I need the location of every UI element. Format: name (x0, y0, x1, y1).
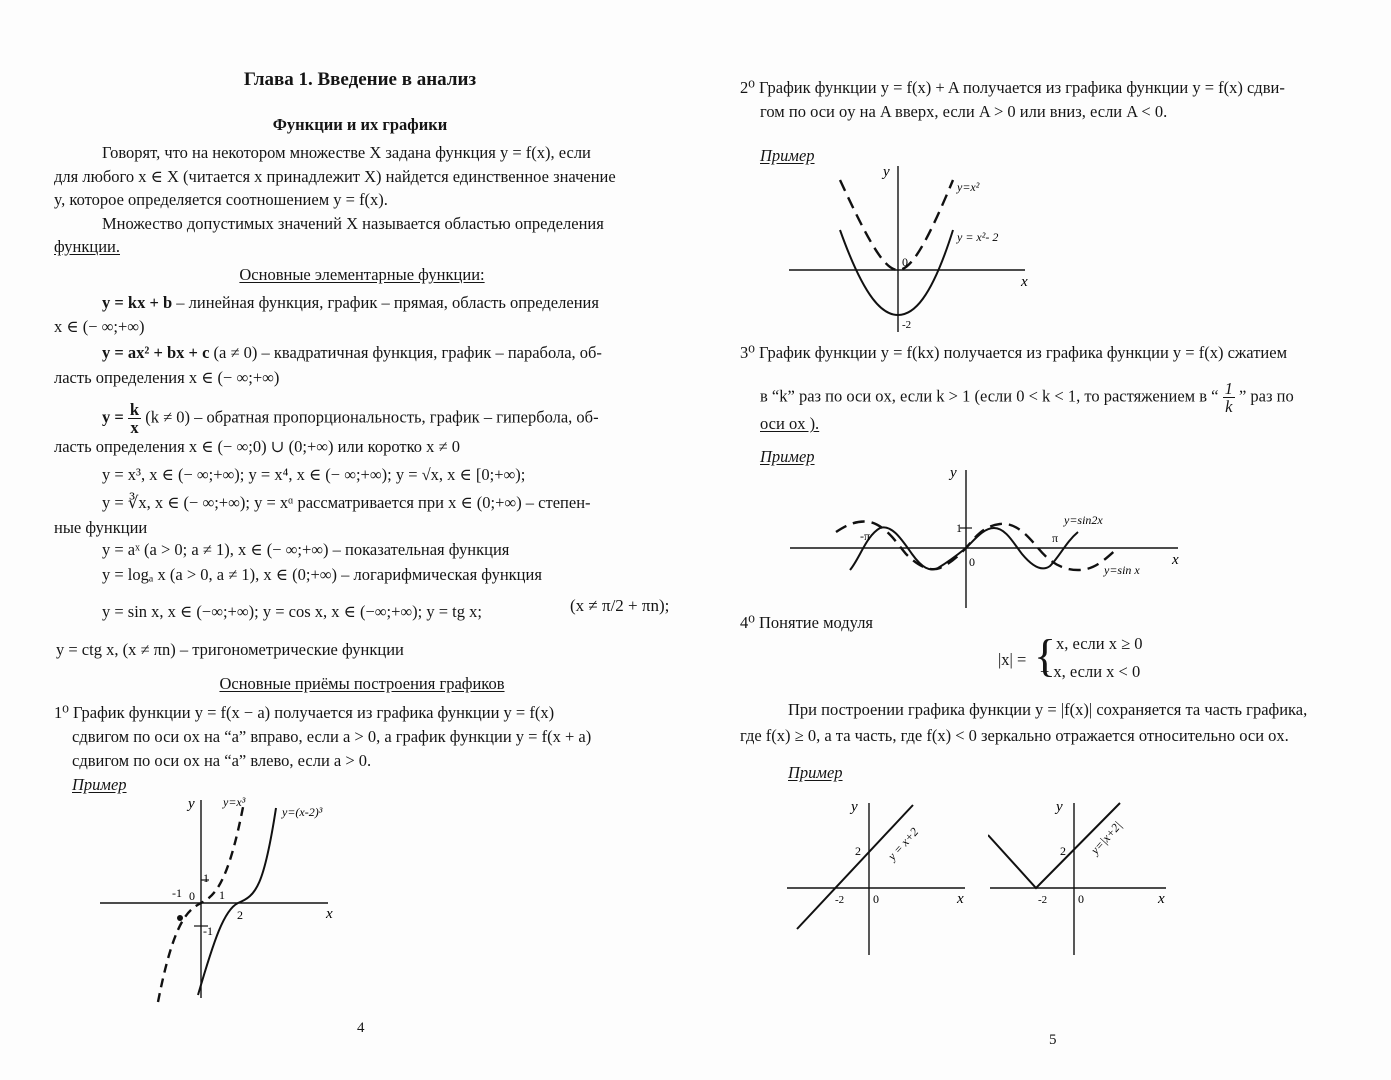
p1-line2: для любого x ∈ X (читается x принадлежит X) найдется единственное значение (54, 167, 616, 186)
label-x-plus-2: y = x+2 (884, 824, 922, 864)
method1-line1: 1⁰ График функции y = f(x − a) получается из графика функции y = f(x) (54, 703, 555, 722)
tick-label-0: 0 (969, 555, 975, 569)
power-line1: y = x³, x ∈ (− ∞;+∞); y = x⁴, x ∈ (− ∞;+∞); y = √x, x ∈ [0;+∞); (102, 465, 526, 484)
x-axis-label: x (1021, 274, 1028, 290)
method2-line1: 2⁰ График функции y = f(x) + A получается из графика функции y = f(x) сдви- (740, 78, 1285, 97)
example-label-2: Пример (760, 146, 815, 165)
power-line2: y = ∛x, x ∈ (− ∞;+∞); y = xᵅ рассматривается при x ∈ (0;+∞) – степен- (102, 493, 591, 512)
abs-case1: x, если x ≥ 0 (1056, 634, 1143, 653)
tick-label-0: 0 (1078, 892, 1084, 906)
label-abs-x-plus-2: y=|x+2| (1087, 818, 1125, 858)
method4-para-line2: где f(x) ≥ 0, а та часть, где f(x) < 0 зеркально отражается относительно оси ox. (740, 726, 1289, 745)
quad-domain: ласть определения x ∈ (− ∞;+∞) (54, 368, 280, 387)
method1-line3: сдвигом по оси ox на “a” влево, если a > 0. (72, 751, 372, 770)
linear-formula: y = kx + b – линейная функция, график – прямая, область определения (102, 293, 599, 312)
page-number-right: 5 (1049, 1032, 1057, 1048)
parabola-shift-graph (785, 160, 1045, 340)
basic-functions-title: Основные элементарные функции: (239, 265, 485, 284)
page-number-left: 4 (357, 1020, 365, 1036)
abs-case2: − x, если x < 0 (1040, 662, 1141, 681)
trig-condition: (x ≠ π/2 + πn); (570, 596, 670, 615)
line-graph (785, 795, 975, 960)
x-axis-label: x (1172, 552, 1179, 568)
p1-line3: y, которое определяется соотношением y = f(x). (54, 190, 388, 209)
trig-line1: y = sin x, x ∈ (−∞;+∞); y = cos x, x ∈ (−∞;+∞); y = tg x; (102, 602, 482, 621)
label-shifted-cubic: y=(x-2)³ (282, 805, 323, 819)
y-axis-label: y (883, 164, 890, 180)
example-label-4: Пример (788, 763, 843, 782)
method1-line2: сдвигом по оси ox на “a” вправо, если a > 0, а график функции y = f(x + a) (72, 727, 592, 746)
hyperbola-domain: ласть определения x ∈ (− ∞;0) ∪ (0;+∞) или коротко x ≠ 0 (54, 437, 460, 456)
tick-label-0: 0 (189, 889, 195, 903)
tick-label-m2: -2 (902, 319, 912, 331)
y-axis-label: y (851, 799, 858, 815)
curve-x-plus-2 (797, 805, 913, 929)
tick-label-m2: -2 (835, 894, 845, 906)
curve-x-squared (840, 180, 953, 270)
p2-line2: функции. (54, 237, 120, 256)
curve-x-squared-minus-2 (840, 230, 953, 315)
method3-line1: 3⁰ График функции y = f(kx) получается из графика функции y = f(x) сжатием (740, 343, 1288, 362)
power-line3: ные функции (54, 518, 148, 537)
methods-title: Основные приёмы построения графиков (219, 674, 505, 693)
method2-line2: гом по оси oy на A вверх, если A > 0 или вниз, если A < 0. (760, 102, 1168, 121)
abs-brace: { (1034, 630, 1057, 681)
y-axis-label: y (1056, 799, 1063, 815)
label-x-squared-minus-2: y = x²- 2 (957, 230, 999, 244)
cubic-shift-graph (96, 790, 346, 1005)
tick-label-1: 1 (219, 888, 225, 902)
sine-compression-graph (788, 462, 1188, 612)
x-axis-label: x (957, 891, 964, 907)
tick-label-m1y: -1 (203, 924, 213, 938)
example-label-1: Пример (72, 775, 127, 794)
tick-label-m1: -1 (172, 886, 182, 900)
linear-domain: x ∈ (− ∞;+∞) (54, 317, 145, 336)
label-x-squared: y=x² (957, 180, 980, 194)
method4-title: 4⁰ Понятие модуля (740, 613, 874, 632)
hyperbola-formula: y = $\frac{k}{x}$ (k ≠ 0) – обратная пропорциональность, график – гипербола, об- (102, 400, 599, 438)
log-function: y = logₐ x (a > 0, a ≠ 1), x ∈ (0;+∞) – логарифмическая функция (102, 565, 542, 584)
tick-label-2: 2 (855, 844, 861, 858)
y-axis-label: y (188, 796, 195, 812)
y-axis-label: y (950, 465, 957, 481)
abs-graph (988, 795, 1178, 960)
label-x-cubed: y=x³ (223, 795, 246, 809)
section-title: Функции и их графики (272, 115, 448, 134)
p1-line1: Говорят, что на некотором множестве X задана функция y = f(x), если (102, 143, 591, 162)
x-axis-label: x (1158, 891, 1165, 907)
tick-label-1: 1 (956, 521, 962, 535)
chapter-title: Глава 1. Введение в анализ (243, 69, 477, 90)
tick-label-pi: π (1052, 531, 1059, 545)
tick-label-2: 2 (237, 908, 243, 922)
right-page (700, 0, 1391, 1080)
exp-function: y = aˣ (a > 0; a ≠ 1), x ∈ (− ∞;+∞) – показательная функция (102, 540, 510, 559)
example-label-3: Пример (760, 447, 815, 466)
point-m1 (177, 915, 183, 921)
label-sin-2x: y=sin2x (1064, 513, 1103, 527)
method3-line3: оси ox ). (760, 414, 820, 433)
tick-label-minus-pi: -π (860, 529, 871, 543)
p2-line1: Множество допустимых значений X называется областью определения (102, 214, 604, 233)
trig-line2: y = ctg x, (x ≠ πn) – тригонометрические функции (56, 640, 404, 659)
tick-label-2: 2 (1060, 844, 1066, 858)
curve-x-minus-2-cubed (198, 808, 276, 995)
tick-label-m2: -2 (1038, 894, 1048, 906)
label-sin-x: y=sin x (1104, 563, 1140, 577)
abs-lhs: |x| = (998, 650, 1027, 669)
method4-para-line1: При построении графика функции y = |f(x)| сохраняется та часть графика, (788, 700, 1308, 719)
quad-formula: y = ax² + bx + c (a ≠ 0) – квадратичная функция, график – парабола, об- (102, 343, 602, 362)
tick-label-1y: 1 (203, 871, 209, 885)
tick-label-0: 0 (902, 255, 908, 269)
x-axis-label: x (326, 906, 333, 922)
tick-label-0: 0 (873, 892, 879, 906)
method3-line2: в “k” раз по оси ox, если k > 1 (если 0 < k < 1, то растяжением в “ $\frac{1}{k}$ ” раз по (760, 379, 1294, 417)
